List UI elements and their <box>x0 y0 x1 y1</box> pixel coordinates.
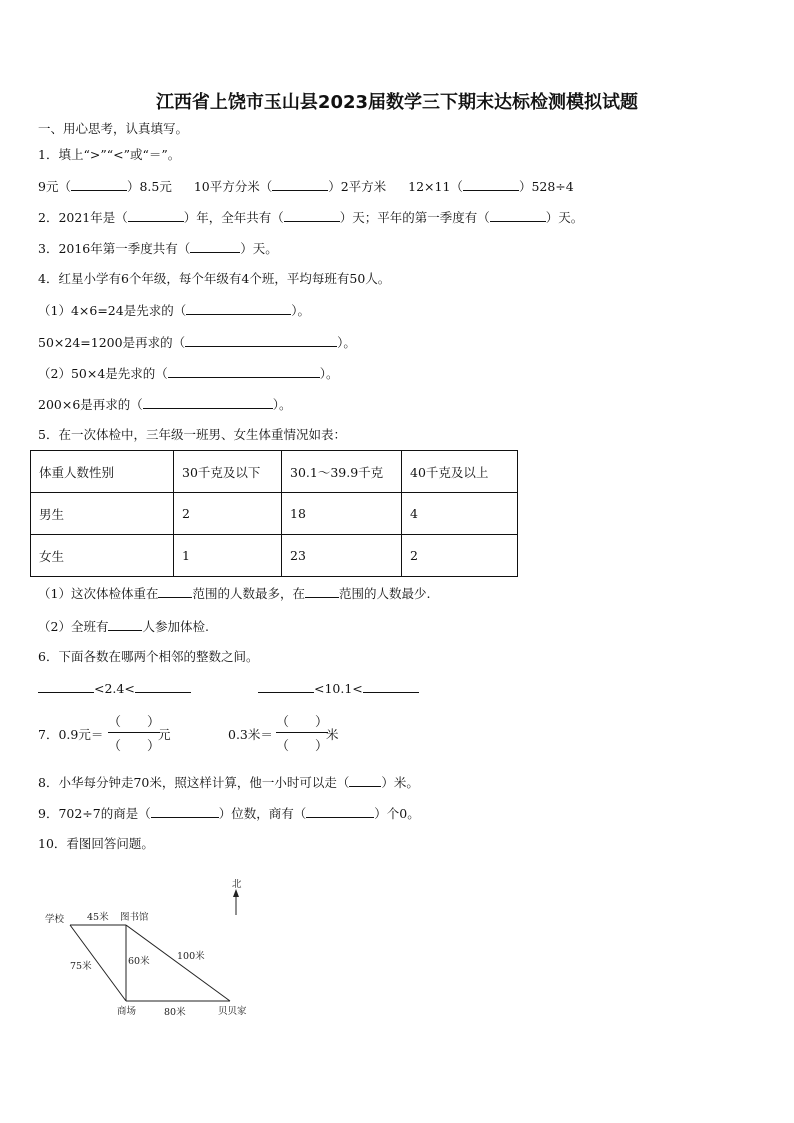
q9-row <box>38 805 420 822</box>
table-header-cell: 30.1～39.9千克 <box>282 451 402 493</box>
q4-line-4 <box>38 396 292 413</box>
q5-s2-text-2: 人参加体检. <box>142 619 209 634</box>
q8-blank[interactable] <box>349 774 381 787</box>
q5-s1-blank-1[interactable] <box>158 585 192 598</box>
mall-label: 商场 <box>117 1006 137 1017</box>
q5-s1-blank-2[interactable] <box>305 585 339 598</box>
q2-text-3: ）天；平年的第一季度有（ <box>339 210 490 225</box>
q9-blank-1[interactable] <box>151 805 219 818</box>
q4-l1-text: （1）4×6=24是先求的（ <box>38 303 187 318</box>
q1-c-right: ）528÷4 <box>518 179 574 194</box>
table-cell: 男生 <box>31 493 174 535</box>
q5-sub-2 <box>38 618 209 635</box>
table-header-cell: 30千克及以下 <box>174 451 282 493</box>
q4-l3-text: （2）50×4是先求的（ <box>38 366 168 381</box>
q5-s2-blank[interactable] <box>108 618 142 631</box>
q4-l4-blank[interactable] <box>143 396 273 409</box>
q2-blank-3[interactable] <box>490 209 546 222</box>
q9-text-1: 9．702÷7的商是（ <box>38 806 151 821</box>
q7-b-text: 0.3米＝ <box>228 727 273 742</box>
q4-l4-end: ）。 <box>272 397 292 412</box>
q1-stem: 1．填上“>”“<”或“＝”。 <box>38 147 181 162</box>
q6-row-a <box>38 680 191 697</box>
q7-b-denominator: （ ） <box>276 739 329 754</box>
table-header-row <box>31 451 518 493</box>
q4-l2-end: ）。 <box>337 335 356 350</box>
q7-a-numerator: （ ） <box>108 715 161 730</box>
q6-b-blank-2[interactable] <box>363 680 419 693</box>
q7-a-text: 7．0.9元＝ <box>38 727 104 742</box>
q4-l1-blank[interactable] <box>186 302 291 315</box>
distance-label: 60米 <box>128 956 150 967</box>
north-label: 北 <box>232 879 242 890</box>
table-header-cell: 体重人数性别 <box>31 451 174 493</box>
q2-text-2: ）年，全年共有（ <box>183 210 284 225</box>
fraction-bar <box>108 732 160 733</box>
q5-s1-text-3: 范围的人数最少. <box>338 586 431 601</box>
section-heading: 一、用心思考，认真填写。 <box>38 121 189 136</box>
q5-s1-text-1: （1）这次体检体重在 <box>38 586 159 601</box>
q6-row-b <box>258 680 419 697</box>
q7-a-denominator: （ ） <box>108 739 161 754</box>
q6-stem: 6．下面各数在哪两个相邻的整数之间。 <box>38 649 259 664</box>
distance-label: 80米 <box>164 1007 186 1018</box>
q2-blank-1[interactable] <box>128 209 184 222</box>
q4-l2-text: 50×24=1200是再求的（ <box>38 335 186 350</box>
q1-c-blank[interactable] <box>463 178 519 191</box>
distance-label: 75米 <box>70 961 92 972</box>
q1-c-left: 12×11（ <box>408 179 463 194</box>
q4-l3-end: ）。 <box>319 366 339 381</box>
q4-l3-blank[interactable] <box>168 365 320 378</box>
table-cell: 女生 <box>31 535 174 577</box>
distance-label: 45米 <box>87 912 109 923</box>
q4-line-3 <box>38 365 339 382</box>
q7-a-unit: 元 <box>158 727 171 742</box>
q5-s1-text-2: 范围的人数最多，在 <box>192 586 305 601</box>
fraction-bar <box>276 732 328 733</box>
q2-row <box>38 209 583 226</box>
q3-row <box>38 240 278 257</box>
table-cell: 4 <box>402 493 518 535</box>
q9-text-2: ）位数，商有（ <box>218 806 307 821</box>
q1-a-right: ）8.5元 <box>126 179 172 194</box>
q7-b-numerator: （ ） <box>276 715 329 730</box>
q7-a-fraction[interactable] <box>108 711 160 754</box>
q6-a-blank-2[interactable] <box>135 680 191 693</box>
table-cell: 1 <box>174 535 282 577</box>
q9-blank-2[interactable] <box>306 805 374 818</box>
q3-blank[interactable] <box>190 240 240 253</box>
q6-a-blank-1[interactable] <box>38 680 94 693</box>
table-row <box>31 493 518 535</box>
q7-b-fraction[interactable] <box>276 711 328 754</box>
q4-line-2 <box>38 334 356 351</box>
q8-text-1: 8．小华每分钟走70米，照这样计算，他一小时可以走（ <box>38 775 350 790</box>
q3-text-2: ）天。 <box>240 241 278 256</box>
table-cell: 2 <box>402 535 518 577</box>
q2-blank-2[interactable] <box>284 209 340 222</box>
table-cell: 23 <box>282 535 402 577</box>
q6-b-blank-1[interactable] <box>258 680 314 693</box>
table-cell: 2 <box>174 493 282 535</box>
q2-text-4: ）天。 <box>545 210 584 225</box>
q9-text-3: ）个0。 <box>374 806 420 821</box>
q5-s2-text-1: （2）全班有 <box>38 619 109 634</box>
q4-l4-text: 200×6是再求的（ <box>38 397 143 412</box>
q7-b-unit: 米 <box>326 727 339 742</box>
table-row <box>31 535 518 577</box>
q1-b-left: 10平方分米（ <box>193 179 273 194</box>
q4-stem: 4．红星小学有6个年级，每个年级有4个班，平均每班有50人。 <box>38 271 391 286</box>
q4-l1-end: ）。 <box>291 303 310 318</box>
q8-text-2: ）米。 <box>381 775 419 790</box>
page-title: 江西省上饶市玉山县2023届数学三下期末达标检测模拟试题 <box>155 92 639 113</box>
q1-b-blank[interactable] <box>272 178 328 191</box>
q1-row <box>38 178 574 195</box>
q5-stem: 5．在一次体检中，三年级一班男、女生体重情况如表： <box>38 427 346 442</box>
distance-label: 100米 <box>177 951 205 962</box>
weight-table <box>30 450 518 577</box>
route-map-diagram <box>40 875 270 1025</box>
q5-sub-1 <box>38 585 430 602</box>
library-label: 图书馆 <box>120 912 149 923</box>
q3-text-1: 3．2016年第一季度共有（ <box>38 241 191 256</box>
north-arrowhead-icon <box>233 889 239 897</box>
q2-text-1: 2．2021年是（ <box>38 210 128 225</box>
q1-b-right: ）2平方米 <box>328 179 387 194</box>
school-label: 学校 <box>45 914 65 925</box>
q10-stem: 10．看图回答问题。 <box>38 836 154 851</box>
q4-line-1 <box>38 302 310 319</box>
q6-a-text: <2.4< <box>94 681 135 696</box>
q6-b-text: <10.1< <box>314 681 363 696</box>
q1-a-blank[interactable] <box>71 178 127 191</box>
table-cell: 18 <box>282 493 402 535</box>
q1-a-left: 9元（ <box>38 179 71 194</box>
q8-row <box>38 774 419 791</box>
table-header-cell: 40千克及以上 <box>402 451 518 493</box>
q4-l2-blank[interactable] <box>185 334 337 347</box>
home-label: 贝贝家 <box>218 1006 247 1017</box>
